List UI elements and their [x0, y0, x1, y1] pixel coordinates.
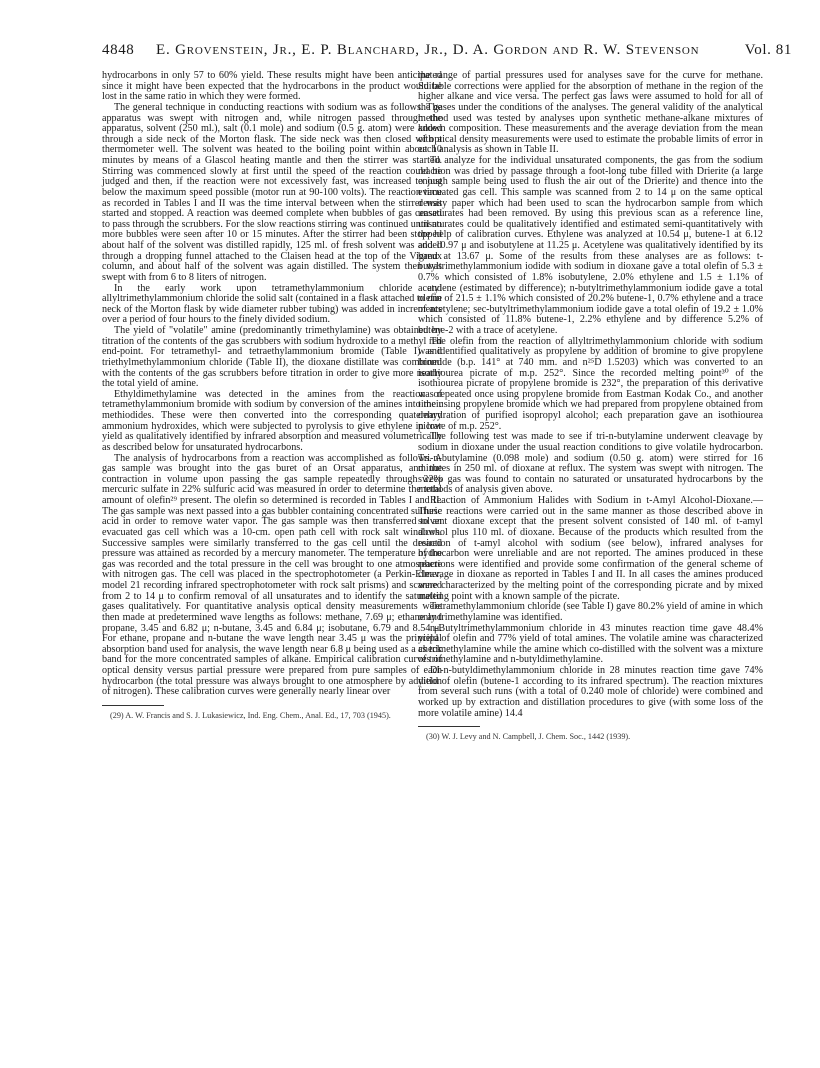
paragraph: hydrocarbons in only 57 to 60% yield. These results might have been anticipated since it might have been expected that the hydrocarbons in the product would be lost in the same ratio in which they were formed. — [102, 70, 442, 103]
right-column — [418, 71, 763, 742]
paragraph: Reaction of Ammonium Halides with Sodium in t-Amyl Alcohol-Dioxane.—These reactions were carried out in the same manner as those described above in solvent dioxane except that the present solvent consisted of 140 ml. of t-amyl alcohol plus 110 ml. of dioxane. Because of the products which resulted from the reaction of t-amyl alcohol with sodium (see below), infrared analyses for hydrocarbon were unreliable and are not reported. The amines produced in these reactions were identified and provide some confirmation of the general scheme of cleavage in dioxane as reported in Tables I and II. In all cases the amines produced were characterized by the melting point of the corresponding picrate and by mixed melting point with a known sample of the picrate. — [418, 495, 763, 602]
paragraph: Tetramethylammonium chloride (see Table I) gave 80.2% yield of amine in which only trimethylamine was identified. — [418, 601, 763, 623]
paragraph: Ethyldimethylamine was detected in the amines from the reaction of tetramethylammonium bromide with sodium by conversion of the amines into their methiodides. These were then converted into the corresponding quaternary ammonium hydroxides, which were subjected to pyrolysis to give ethylene in low yield as qualitatively identified by infrared absorption and measured volumetrically as described below for unsaturated hydrocarbons. — [102, 388, 442, 453]
volume-label: Vol. 81 — [744, 42, 792, 58]
running-header — [102, 42, 792, 68]
paragraph: Di-n-butyldimethylammonium chloride in 28 minutes reaction time gave 74% yield of olefin (butene-1 according to its infrared spectrum). The reaction mixtures from several such runs (with a total of 0.240 mole of chloride) were combined and worked up by extraction and distillation procedures to give (with some loss of the more volatile amine) 14.4 — [418, 665, 763, 719]
paragraph: The general technique in conducting reactions with sodium was as follows. The apparatus was swept with nitrogen and, while nitrogen passed through the apparatus, solvent (250 ml.), salt (0.1 mole) and sodium (0.5 g. atom) were added through a side neck of the Morton flask. The side neck was then closed with a thermometer well. The solvent was heated to the boiling point within about 10 minutes by means of a Glascol heating mantle and then the stirrer was started. Stirring was commenced slowly at first until the speed of the reaction could be judged and then, if the reaction were not excessively fast, was increased to just below the maximum speed possible (motor run at 90-100 volts). The reaction time as recorded in Tables I and II was the time interval between when the stirrer was started and stopped. A reaction was deemed complete when bubbles of gas ceased to pass through the scrubbers. For the slow reactions stirring was continued until no more bubbles were seen after 10 or 15 minutes. After the stirrer had been stopped about half of the solvent was distilled rapidly, 125 ml. of fresh solvent was added through a dropping funnel attached to the Claisen head at the top of the Vigreux column, and about half of the solvent was again distilled. The system then was swept with from 6 to 8 liters of nitrogen. — [102, 101, 442, 283]
footnote: (30) W. J. Levy and N. Campbell, J. Chem. Soc., 1442 (1939). — [426, 732, 631, 742]
paragraph: n-Butyltrimethylammonium chloride in 43 minutes reaction time gave 48.4% yield of olefin and 77% yield of total amines. The volatile amine was characterized as trimethylamine while the amine which co-distilled with the solvent was a mixture of trimethylamine and n-butyldimethylamine. — [418, 622, 763, 666]
paragraph: The analysis of hydrocarbons from a reaction was accomplished as follows. A gas sample was brought into the gas buret of an Orsat apparatus, and the contraction in volume upon passing the gas sample repeatedly through 22% mercuric sulfate in 22% sulfuric acid was measured in order to determine the total amount of olefin²⁹ present. The olefin so determined is recorded in Tables I and II. The gas sample was next passed into a gas bubbler containing concentrated sulfuric acid in order to remove water vapor. The gas sample was then transferred to an evacuated gas cell which was a 10-cm. open path cell with rock salt windows. Successive samples were similarly transferred to the gas cell until the desired pressure was attained as recorded by a mercury manometer. The temperature of the gas was recorded and the total pressure in the cell was brought to one atmosphere with nitrogen gas. The cell was placed in the spectrophotometer (a Perkin-Elmer, model 21 recording infrared spectrophotometer with rock salt prisms) and scanned from 2 to 14 μ to confirm removal of all unsaturates and to identify the saturated gases qualitatively. For quantitative analysis optical density measurements were then made at predetermined wave lengths as follows: methane, 7.69 μ; ethane and propane, 3.45 and 6.82 μ; n-butane, 3.45 and 6.84 μ; isobutane, 6.79 and 8.54 μ. For ethane, propane and n-butane the wave length near 3.45 μ was the principal absorption band used for analysis, the wave length near 6.8 μ being used as a check band for the more concentrated samples of alkane. Empirical calibration curves of optical density versus partial pressure were prepared from pure samples of each hydrocarbon (the total pressure was always brought to one atmosphere by addition of nitrogen). These calibration curves were generally nearly linear over — [102, 452, 442, 698]
paragraph: The following test was made to see if tri-n-butylamine underwent cleavage by sodium in dioxane under the usual reaction conditions to give volatile hydrocarbon. Tri-n-butylamine (0.098 mole) and sodium (0.50 g. atom) were stirred for 16 minutes in 250 ml. of dioxane at reflux. The system was swept with nitrogen. The sweep gas was found to contain no saturated or unsaturated hydrocarbons by the methods of analysis given above. — [418, 431, 763, 496]
paragraph: the range of partial pressures used for analyses save for the curve for methane. Suitable corrections were applied for the absorption of methane in the region of the higher alkane and vice versa. The perfect gas laws were assumed to hold for all of the gases under the conditions of the analyses. The general validity of the analytical method used was tested by analyses upon synthetic methane-alkane mixtures of known composition. These measurements and the average deviation from the mean of optical density measurements were used to estimate the probable limits of error in each analysis as shown in Table II. — [418, 70, 763, 156]
running-authors: E. Grovenstein, Jr., E. P. Blanchard, Jr., D. A. Gordon and R. W. Stevenson — [156, 42, 700, 58]
footnote-divider — [418, 726, 480, 727]
footnote-divider — [102, 705, 164, 706]
paragraph: In the early work upon tetramethylammonium chloride and allyltrimethylammonium chloride the solid salt (contained in a flask attached to one neck of the Morton flask by wide diameter rubber tubing) was added in increments over a period of four hours to the finely divided sodium. — [102, 282, 442, 326]
footnote: (29) A. W. Francis and S. J. Lukasiewicz, Ind. Eng. Chem., Anal. Ed., 17, 703 (1945). — [110, 710, 391, 720]
page-number: 4848 — [102, 42, 135, 58]
left-column — [102, 71, 442, 720]
paragraph: The yield of "volatile" amine (predominantly trimethylamine) was obtained by titration of the contents of the gas scrubbers with sodium hydroxide to a methyl red end-point. For tetramethyl- and tetraethylammonium bromide (Table I) and triethylmethylammonium chloride (Table II), the dioxane distillate was combined with the contents of the gas scrubbers before titration in order to give more nearly the total yield of amine. — [102, 325, 442, 390]
paragraph: The olefin from the reaction of allyltrimethylammonium chloride with sodium was identified qualitatively as propylene by addition of bromine to give propylene bromide (b.p. 141° at 740 mm. and n²⁵D 1.5203) which was converted to an isothiourea picrate of m.p. 252°. Since the recorded melting point³⁰ of the isothiourea picrate of propylene bromide is 232°, the preparation of this derivative was repeated once using propylene bromide from Eastman Kodak Co., and another time using propylene bromide which we had prepared from propylene obtained from dehydration of purified isopropyl alcohol; each preparation gave an isothiourea picrate of m.p. 252°. — [418, 335, 763, 432]
paragraph: To analyze for the individual unsaturated components, the gas from the sodium reaction was dried by passage through a foot-long tube filled with Drierite (a large enough sample being used to flush the air out of the Drierite) and thence into the evacuated gas cell. This sample was scanned from 2 to 14 μ on the same optical density paper which had been used to scan the hydrocarbon sample from which unsaturates had been removed. By using this previous scan as a reference line, unsaturates could be qualitatively identified and estimated semi-quantitatively with the help of calibration curves. Ethylene was analyzed at 10.54 μ, butene-1 at 6.12 and 10.97 μ and isobutylene at 11.25 μ. Acetylene was qualitatively identified by its band at 13.67 μ. Some of the results from these analyses are as follows: t-butyltrimethylammonium iodide with sodium in dioxane gave a total olefin of 5.3 ± 0.7% which consisted of 1.8% isobutylene, 2.0% ethylene and 1.5 ± 1.1% of acetylene (estimated by difference); n-butyltrimethylammonium iodide gave a total olefin of 21.5 ± 1.1% which consisted of 20.2% butene-1, 0.7% ethylene and a trace of acetylene; sec-butyltrimethylammonium iodide gave a total olefin of 19.2 ± 1.0% which consisted of 11.8% butene-1, 2.2% ethylene and by difference 5.2% of butene-2 with a trace of acetylene. — [418, 155, 763, 336]
